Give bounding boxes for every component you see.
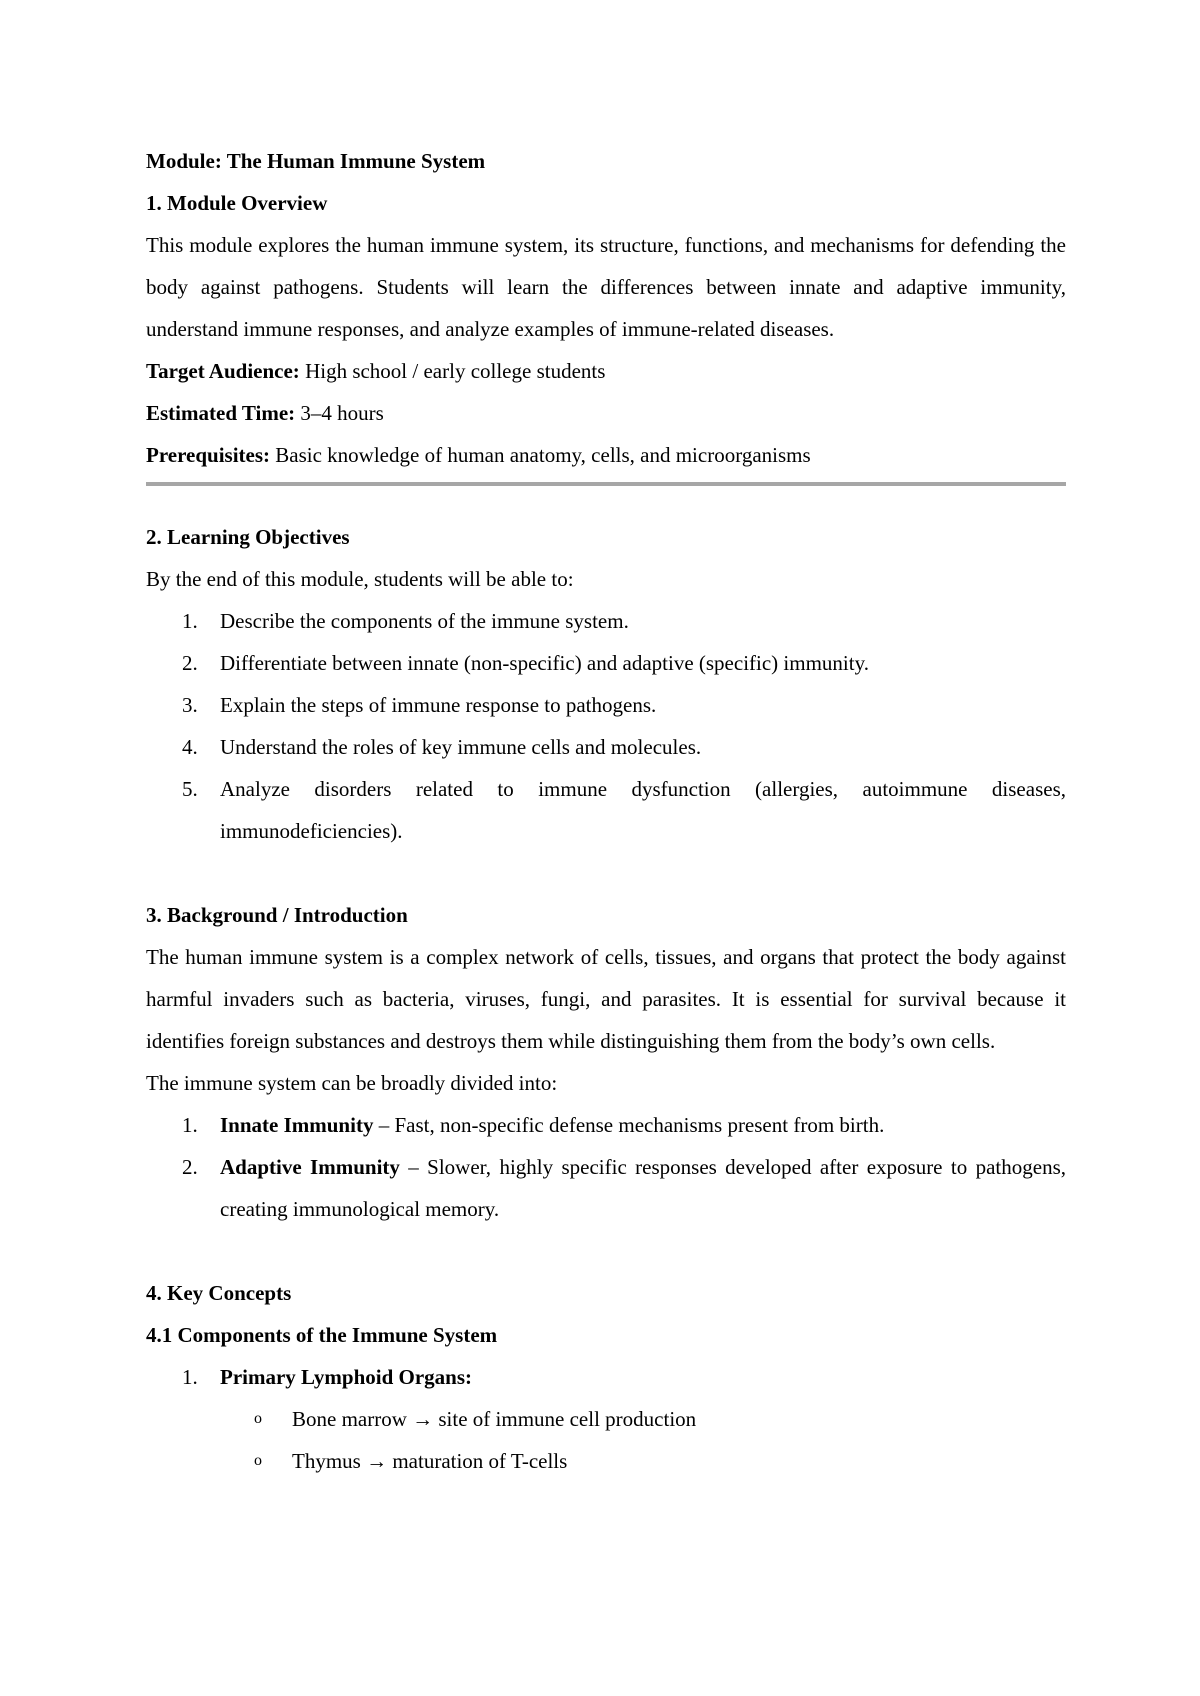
immunity-types-list [146,1104,1066,1230]
key-concepts-heading: 4. Key Concepts [146,1281,292,1305]
list-number: 3. [182,693,198,717]
objective-text: Explain the steps of immune response to pathogens. [220,693,657,717]
objective-text: Differentiate between innate (non-specific) and adaptive (specific) immunity. [220,651,869,675]
subitem-text: Thymus → maturation of T-cells [292,1449,568,1473]
objectives-heading: 2. Learning Objectives [146,525,350,549]
lymphoid-organs-sublist [146,1398,1066,1482]
section-spacer [146,852,1066,894]
circle-bullet-icon: o [254,1410,262,1427]
objectives-intro: By the end of this module, students will be able to: [146,567,574,591]
objectives-list [146,600,1066,852]
background-paragraph: The human immune system is a complex network of cells, tissues, and organs that protect the body against harmful invaders such as bacteria, viruses, fungi, and parasites. It is essential for survival because it identifies foreign substances and destroys them while distinguishing them from the body’s own cells. [146,945,1066,1053]
objective-text: Analyze disorders related to immune dysfunction (allergies, autoimmune diseases, immunodeficiencies). [220,777,1066,843]
component-term: Primary Lymphoid Organs: [220,1365,473,1389]
list-number: 1. [182,1113,198,1137]
immunity-description: – Slower, highly specific responses developed after exposure to pathogens, creating immunological memory. [220,1155,1066,1221]
list-item [146,1398,1066,1440]
list-item [146,1104,1066,1146]
list-item [146,1356,1066,1398]
module-title: Module: The Human Immune System [146,149,486,173]
background-heading: 3. Background / Introduction [146,903,408,927]
target-audience-label: Target Audience: [146,359,300,383]
list-number: 5. [182,777,198,801]
horizontal-divider [146,482,1066,486]
list-number: 1. [182,1365,198,1389]
target-audience-line [146,350,1066,392]
list-item [146,642,1066,684]
immunity-term: Innate Immunity [220,1113,374,1137]
list-item [146,684,1066,726]
list-item [146,1146,1066,1230]
objective-text: Understand the roles of key immune cells and molecules. [220,735,702,759]
background-divided-intro: The immune system can be broadly divided into: [146,1071,558,1095]
list-number: 2. [182,1155,198,1179]
list-item [146,726,1066,768]
prerequisites-line [146,434,1066,476]
document-page [146,140,1066,1482]
components-list [146,1356,1066,1398]
subitem-text: Bone marrow → site of immune cell production [292,1407,697,1431]
components-subheading: 4.1 Components of the Immune System [146,1323,498,1347]
overview-heading: 1. Module Overview [146,191,328,215]
overview-paragraph: This module explores the human immune system, its structure, functions, and mechanisms for defending the body against pathogens. Students will learn the differences between innate and adaptive immunity, understand immune responses, and analyze examples of immune-related diseases. [146,233,1066,341]
list-number: 2. [182,651,198,675]
list-item [146,768,1066,852]
list-item [146,600,1066,642]
list-number: 4. [182,735,198,759]
prerequisites-value: Basic knowledge of human anatomy, cells, and microorganisms [275,443,811,467]
section-spacer [146,1230,1066,1272]
prerequisites-label: Prerequisites: [146,443,271,467]
list-number: 1. [182,609,198,633]
immunity-term: Adaptive Immunity [220,1155,400,1179]
estimated-time-line [146,392,1066,434]
immunity-description: – Fast, non-specific defense mechanisms present from birth. [373,1113,885,1137]
circle-bullet-icon: o [254,1452,262,1469]
objective-text: Describe the components of the immune system. [220,609,629,633]
estimated-time-label: Estimated Time: [146,401,296,425]
target-audience-value: High school / early college students [305,359,606,383]
estimated-time-value: 3–4 hours [300,401,384,425]
list-item [146,1440,1066,1482]
